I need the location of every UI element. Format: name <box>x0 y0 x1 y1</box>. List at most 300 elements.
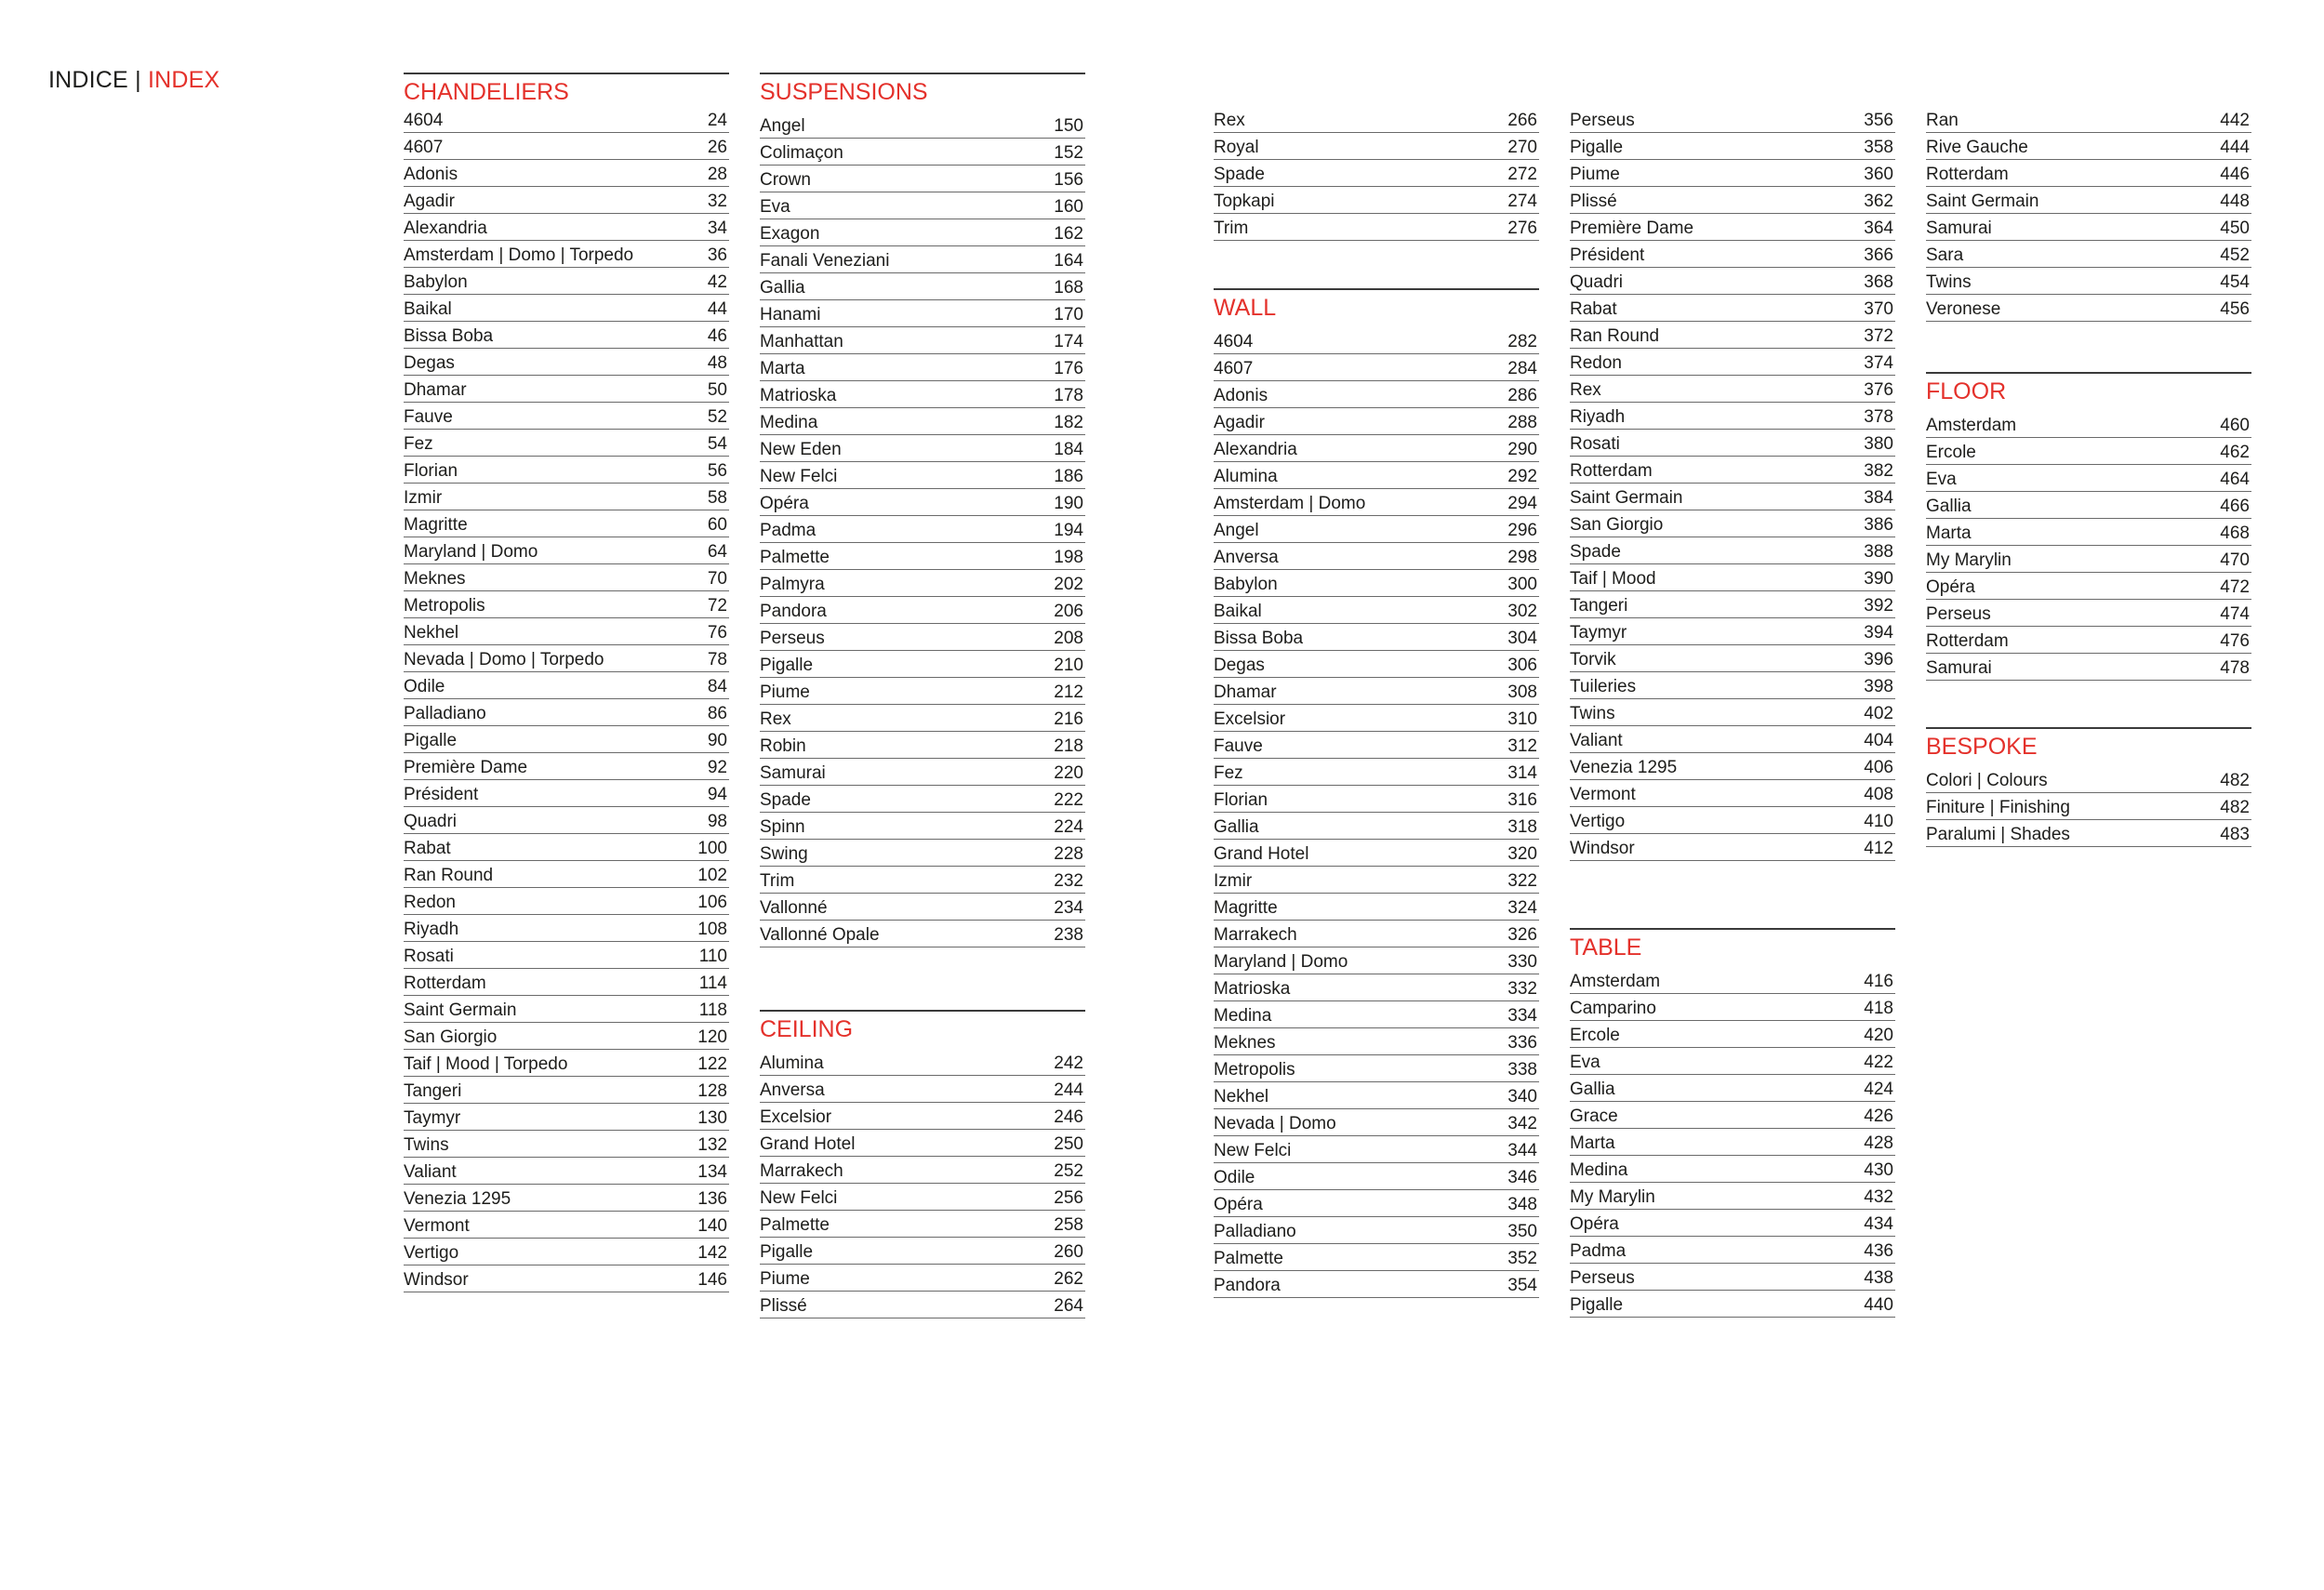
index-entry-name: Opéra <box>760 494 809 513</box>
index-row <box>404 106 729 133</box>
index-entry-page: 212 <box>1054 682 1083 702</box>
index-row <box>404 1265 729 1292</box>
index-entry-page: 450 <box>2220 219 2250 238</box>
index-row <box>1570 994 1895 1021</box>
index-entry-name: Dhamar <box>404 380 467 400</box>
index-row <box>1570 241 1895 268</box>
index-entry-page: 224 <box>1054 817 1083 837</box>
index-entry-name: Eva <box>760 197 790 217</box>
section-table-continued <box>1926 106 2251 322</box>
index-entry-name: Izmir <box>1214 871 1253 891</box>
index-entry-page: 416 <box>1864 972 1893 991</box>
index-row <box>760 732 1085 759</box>
index-entry-name: Marrakech <box>760 1161 843 1181</box>
index-row <box>1570 376 1895 403</box>
index-entry-name: Venezia 1295 <box>404 1189 511 1209</box>
index-row <box>1214 408 1539 435</box>
index-row <box>404 268 729 295</box>
index-row <box>1926 600 2251 627</box>
index-entry-name: Marrakech <box>1214 925 1297 945</box>
index-entry-name: Angel <box>760 116 805 136</box>
index-entry-name: Eva <box>1570 1053 1600 1072</box>
index-row <box>1214 1109 1539 1136</box>
index-entry-name: Piume <box>760 1269 810 1289</box>
index-entry-page: 122 <box>697 1054 727 1074</box>
section-list <box>1214 106 1539 241</box>
index-entry-page: 184 <box>1054 440 1083 459</box>
index-column-3 <box>1214 106 1539 1295</box>
index-entry-page: 190 <box>1054 494 1083 513</box>
index-row <box>1926 160 2251 187</box>
section-title-bespoke: BESPOKE <box>1926 727 2251 761</box>
index-entry-page: 292 <box>1507 467 1537 486</box>
index-entry-name: Rabat <box>404 839 451 858</box>
index-row <box>404 1104 729 1131</box>
index-row <box>404 753 729 780</box>
index-row <box>1570 160 1895 187</box>
index-row <box>1570 726 1895 753</box>
index-row <box>1214 1028 1539 1055</box>
index-row <box>1570 1291 1895 1318</box>
index-entry-name: Palmette <box>760 548 830 567</box>
index-entry-name: Marta <box>760 359 805 378</box>
index-entry-page: 404 <box>1864 731 1893 750</box>
index-entry-name: Pigalle <box>404 731 458 750</box>
index-entry-page: 120 <box>697 1027 727 1047</box>
index-entry-name: Pandora <box>760 602 827 621</box>
index-row <box>404 349 729 376</box>
index-entry-name: Pigalle <box>1570 1295 1624 1315</box>
index-entry-page: 170 <box>1054 305 1083 325</box>
index-row <box>1214 624 1539 651</box>
index-entry-page: 420 <box>1864 1026 1893 1045</box>
index-entry-page: 316 <box>1507 790 1537 810</box>
section-list <box>1926 766 2251 847</box>
index-entry-page: 478 <box>2220 658 2250 678</box>
index-row <box>1570 1237 1895 1264</box>
index-row <box>1570 591 1895 618</box>
index-entry-name: Redon <box>404 893 456 912</box>
index-entry-page: 142 <box>697 1243 727 1263</box>
index-row <box>760 894 1085 921</box>
index-entry-page: 380 <box>1864 434 1893 454</box>
index-entry-name: Nevada | Domo | Torpedo <box>404 650 604 669</box>
index-row <box>404 510 729 537</box>
index-row <box>404 591 729 618</box>
index-entry-page: 46 <box>707 326 727 346</box>
index-entry-page: 260 <box>1054 1242 1083 1262</box>
index-entry-name: Matrioska <box>1214 979 1291 999</box>
index-row <box>404 133 729 160</box>
index-entry-name: Finiture | Finishing <box>1926 798 2070 817</box>
index-entry-page: 466 <box>2220 497 2250 516</box>
index-entry-page: 446 <box>2220 165 2250 184</box>
index-entry-page: 444 <box>2220 138 2250 157</box>
index-entry-name: Spinn <box>760 817 805 837</box>
index-entry-name: Ran <box>1926 111 1959 130</box>
index-entry-name: Trim <box>760 871 795 891</box>
index-row <box>404 1131 729 1158</box>
index-row <box>760 1292 1085 1318</box>
index-entry-page: 222 <box>1054 790 1083 810</box>
index-row <box>1926 133 2251 160</box>
index-entry-page: 72 <box>707 596 727 616</box>
index-entry-page: 394 <box>1864 623 1893 643</box>
index-entry-name: Samurai <box>1926 658 1992 678</box>
index-row <box>1926 465 2251 492</box>
index-row <box>1214 187 1539 214</box>
index-row <box>1926 187 2251 214</box>
index-entry-name: Anversa <box>760 1080 825 1100</box>
index-row <box>1214 1136 1539 1163</box>
index-row <box>404 430 729 457</box>
index-row <box>1214 1082 1539 1109</box>
index-entry-page: 76 <box>707 623 727 643</box>
index-entry-name: Medina <box>1214 1006 1272 1026</box>
index-entry-page: 360 <box>1864 165 1893 184</box>
index-entry-name: Vertigo <box>1570 812 1626 831</box>
index-entry-name: New Eden <box>760 440 842 459</box>
index-row <box>760 651 1085 678</box>
index-entry-page: 54 <box>707 434 727 454</box>
index-row <box>1570 1264 1895 1291</box>
index-entry-page: 50 <box>707 380 727 400</box>
index-entry-page: 146 <box>697 1270 727 1290</box>
index-entry-page: 32 <box>707 192 727 211</box>
index-entry-name: Plissé <box>1570 192 1617 211</box>
index-entry-page: 366 <box>1864 245 1893 265</box>
index-row <box>404 1185 729 1212</box>
index-row <box>1214 597 1539 624</box>
index-entry-name: Fanali Veneziani <box>760 251 890 271</box>
index-row <box>760 435 1085 462</box>
index-row <box>760 462 1085 489</box>
index-row <box>760 1049 1085 1076</box>
index-column-2 <box>760 73 1085 1316</box>
index-row <box>404 699 729 726</box>
index-entry-page: 338 <box>1507 1060 1537 1080</box>
index-entry-name: Torvik <box>1570 650 1616 669</box>
index-entry-name: New Felci <box>760 1188 838 1208</box>
index-entry-page: 60 <box>707 515 727 535</box>
index-row <box>760 273 1085 300</box>
index-entry-page: 52 <box>707 407 727 427</box>
index-row <box>1214 1271 1539 1298</box>
index-entry-name: Colimaçon <box>760 143 843 163</box>
index-row <box>760 354 1085 381</box>
index-entry-page: 174 <box>1054 332 1083 351</box>
index-entry-page: 270 <box>1507 138 1537 157</box>
index-entry-page: 406 <box>1864 758 1893 777</box>
index-row <box>1214 759 1539 786</box>
section-table <box>1570 928 1895 1318</box>
index-row <box>1570 484 1895 510</box>
index-row <box>760 840 1085 867</box>
index-entry-page: 246 <box>1054 1107 1083 1127</box>
index-row <box>1214 214 1539 241</box>
index-row <box>404 807 729 834</box>
index-row <box>1570 672 1895 699</box>
index-row <box>1214 840 1539 867</box>
index-entry-name: Tangeri <box>404 1081 462 1101</box>
section-suspensions <box>760 73 1085 947</box>
index-row <box>1570 834 1895 861</box>
index-row <box>1570 349 1895 376</box>
index-entry-name: Ercole <box>1926 443 1976 462</box>
index-row <box>404 241 729 268</box>
index-entry-name: Pigalle <box>760 656 814 675</box>
index-entry-name: Medina <box>760 413 818 432</box>
index-row <box>1570 295 1895 322</box>
index-entry-page: 274 <box>1507 192 1537 211</box>
index-entry-name: Izmir <box>404 488 443 508</box>
index-entry-name: Quadri <box>404 812 458 831</box>
index-entry-name: Rotterdam <box>1926 631 2009 651</box>
index-entry-page: 134 <box>697 1162 727 1182</box>
index-entry-name: Taymyr <box>1570 623 1627 643</box>
index-row <box>1214 516 1539 543</box>
index-entry-name: Ercole <box>1570 1026 1620 1045</box>
index-entry-name: San Giorgio <box>404 1027 498 1047</box>
index-entry-page: 106 <box>697 893 727 912</box>
index-entry-name: Opéra <box>1570 1214 1619 1234</box>
index-row <box>1214 435 1539 462</box>
index-row <box>1570 1129 1895 1156</box>
index-entry-name: Fez <box>404 434 433 454</box>
index-entry-page: 228 <box>1054 844 1083 864</box>
index-entry-page: 118 <box>698 1000 727 1020</box>
index-entry-page: 483 <box>2220 825 2250 844</box>
index-entry-page: 206 <box>1054 602 1083 621</box>
index-row <box>760 867 1085 894</box>
index-row <box>404 403 729 430</box>
index-entry-page: 132 <box>697 1135 727 1155</box>
index-entry-name: Baikal <box>1214 602 1262 621</box>
index-entry-name: Gallia <box>1214 817 1259 837</box>
index-entry-name: Rotterdam <box>404 974 486 993</box>
index-row <box>1214 947 1539 974</box>
index-entry-page: 362 <box>1864 192 1893 211</box>
index-entry-page: 164 <box>1054 251 1083 271</box>
index-row <box>404 888 729 915</box>
index-entry-page: 262 <box>1054 1269 1083 1289</box>
index-row <box>760 192 1085 219</box>
index-entry-name: Twins <box>404 1135 449 1155</box>
index-entry-page: 390 <box>1864 569 1893 589</box>
section-wall-continued <box>1570 106 1895 861</box>
index-entry-name: Maryland | Domo <box>404 542 538 562</box>
index-entry-name: Samurai <box>1926 219 1992 238</box>
index-entry-name: Bissa Boba <box>404 326 494 346</box>
index-row <box>404 996 729 1023</box>
index-row <box>404 322 729 349</box>
index-row <box>1570 1021 1895 1048</box>
index-entry-name: Saint Germain <box>404 1000 517 1020</box>
index-entry-page: 448 <box>2220 192 2250 211</box>
index-entry-name: Rotterdam <box>1926 165 2009 184</box>
index-row <box>1214 1190 1539 1217</box>
index-row <box>1214 705 1539 732</box>
index-row <box>1926 654 2251 681</box>
index-row <box>1926 214 2251 241</box>
index-row <box>404 376 729 403</box>
index-entry-name: 4604 <box>1214 332 1254 351</box>
index-entry-page: 330 <box>1507 952 1537 972</box>
index-row <box>1570 1075 1895 1102</box>
index-entry-page: 388 <box>1864 542 1893 562</box>
index-row <box>404 295 729 322</box>
index-entry-page: 314 <box>1507 763 1537 783</box>
index-entry-name: Bissa Boba <box>1214 629 1304 648</box>
index-entry-name: Riyadh <box>1570 407 1626 427</box>
index-entry-name: Fez <box>1214 763 1243 783</box>
index-entry-name: Rive Gauche <box>1926 138 2028 157</box>
index-row <box>404 564 729 591</box>
index-row <box>760 705 1085 732</box>
index-entry-name: Royal <box>1214 138 1259 157</box>
section-ceiling <box>760 1010 1085 1318</box>
index-entry-name: Hanami <box>760 305 821 325</box>
index-entry-page: 436 <box>1864 1241 1893 1261</box>
index-row <box>760 1157 1085 1184</box>
index-entry-name: Florian <box>1214 790 1268 810</box>
index-column-1 <box>404 73 729 1292</box>
index-entry-page: 176 <box>1054 359 1083 378</box>
index-entry-page: 92 <box>707 758 727 777</box>
title-separator: | <box>135 67 141 93</box>
index-row <box>1570 1210 1895 1237</box>
section-list <box>1570 106 1895 861</box>
index-row <box>404 861 729 888</box>
index-row <box>1214 1001 1539 1028</box>
index-entry-page: 70 <box>707 569 727 589</box>
index-entry-name: Degas <box>404 353 455 373</box>
index-row <box>760 570 1085 597</box>
index-row <box>1570 403 1895 430</box>
index-entry-name: Riyadh <box>404 920 459 939</box>
index-entry-page: 114 <box>698 974 727 993</box>
index-entry-name: Opéra <box>1926 577 1975 597</box>
index-entry-page: 90 <box>707 731 727 750</box>
index-entry-page: 370 <box>1864 299 1893 319</box>
index-entry-page: 294 <box>1507 494 1537 513</box>
index-row <box>404 1023 729 1050</box>
index-entry-name: Marta <box>1570 1133 1615 1153</box>
index-entry-page: 482 <box>2220 771 2250 790</box>
index-entry-page: 264 <box>1054 1296 1083 1316</box>
index-entry-page: 42 <box>707 272 727 292</box>
index-entry-page: 412 <box>1864 839 1893 858</box>
section-bespoke <box>1926 727 2251 847</box>
index-entry-page: 162 <box>1054 224 1083 244</box>
section-list <box>1214 327 1539 1298</box>
index-entry-page: 208 <box>1054 629 1083 648</box>
index-entry-name: Marta <box>1926 523 1972 543</box>
index-entry-name: Padma <box>760 521 817 540</box>
index-entry-name: Rex <box>1214 111 1245 130</box>
index-row <box>1570 457 1895 484</box>
index-entry-name: Metropolis <box>404 596 485 616</box>
index-entry-page: 434 <box>1864 1214 1893 1234</box>
index-row <box>404 942 729 969</box>
index-entry-page: 452 <box>2220 245 2250 265</box>
index-entry-page: 178 <box>1054 386 1083 405</box>
index-entry-name: Metropolis <box>1214 1060 1295 1080</box>
index-entry-page: 298 <box>1507 548 1537 567</box>
index-entry-name: Eva <box>1926 470 1957 489</box>
index-row <box>760 1211 1085 1238</box>
index-entry-name: Quadri <box>1570 272 1624 292</box>
index-entry-page: 374 <box>1864 353 1893 373</box>
index-entry-name: Angel <box>1214 521 1259 540</box>
index-entry-page: 302 <box>1507 602 1537 621</box>
index-row <box>760 624 1085 651</box>
index-entry-page: 110 <box>698 947 727 966</box>
index-row <box>404 1077 729 1104</box>
index-entry-page: 290 <box>1507 440 1537 459</box>
index-entry-page: 410 <box>1864 812 1893 831</box>
index-row <box>404 484 729 510</box>
index-entry-page: 346 <box>1507 1168 1537 1187</box>
index-entry-name: Colori | Colours <box>1926 771 2048 790</box>
index-entry-name: Vermont <box>1570 785 1636 804</box>
index-entry-page: 284 <box>1507 359 1537 378</box>
index-entry-name: Matrioska <box>760 386 837 405</box>
index-row <box>404 1158 729 1185</box>
index-entry-name: Amsterdam <box>1926 416 2017 435</box>
index-entry-page: 220 <box>1054 763 1083 783</box>
index-entry-name: Meknes <box>404 569 466 589</box>
index-row <box>1214 106 1539 133</box>
index-entry-name: Trim <box>1214 219 1249 238</box>
index-entry-name: Valiant <box>404 1162 457 1182</box>
index-entry-page: 332 <box>1507 979 1537 999</box>
index-row <box>1214 1244 1539 1271</box>
index-row <box>1926 268 2251 295</box>
index-row <box>1570 1048 1895 1075</box>
index-entry-page: 242 <box>1054 1053 1083 1073</box>
index-entry-name: Meknes <box>1214 1033 1276 1053</box>
index-column-5 <box>1926 106 2251 844</box>
index-entry-page: 28 <box>707 165 727 184</box>
section-list <box>1570 967 1895 1318</box>
index-entry-name: Redon <box>1570 353 1622 373</box>
index-entry-name: Grace <box>1570 1106 1618 1126</box>
index-entry-page: 198 <box>1054 548 1083 567</box>
index-entry-name: Première Dame <box>404 758 528 777</box>
index-entry-page: 402 <box>1864 704 1893 723</box>
index-entry-name: Manhattan <box>760 332 843 351</box>
index-entry-page: 244 <box>1054 1080 1083 1100</box>
index-entry-name: Vallonné Opale <box>760 925 880 945</box>
index-entry-page: 258 <box>1054 1215 1083 1235</box>
index-entry-page: 152 <box>1054 143 1083 163</box>
index-entry-page: 382 <box>1864 461 1893 481</box>
section-chandeliers <box>404 73 729 1292</box>
index-entry-page: 286 <box>1507 386 1537 405</box>
index-entry-page: 238 <box>1054 925 1083 945</box>
index-entry-page: 428 <box>1864 1133 1893 1153</box>
index-entry-name: My Marylin <box>1570 1187 1655 1207</box>
index-entry-page: 102 <box>697 866 727 885</box>
index-entry-page: 252 <box>1054 1161 1083 1181</box>
index-row <box>404 834 729 861</box>
section-list <box>760 1049 1085 1318</box>
index-row <box>760 246 1085 273</box>
index-entry-page: 336 <box>1507 1033 1537 1053</box>
index-row <box>760 166 1085 192</box>
index-row <box>1570 187 1895 214</box>
